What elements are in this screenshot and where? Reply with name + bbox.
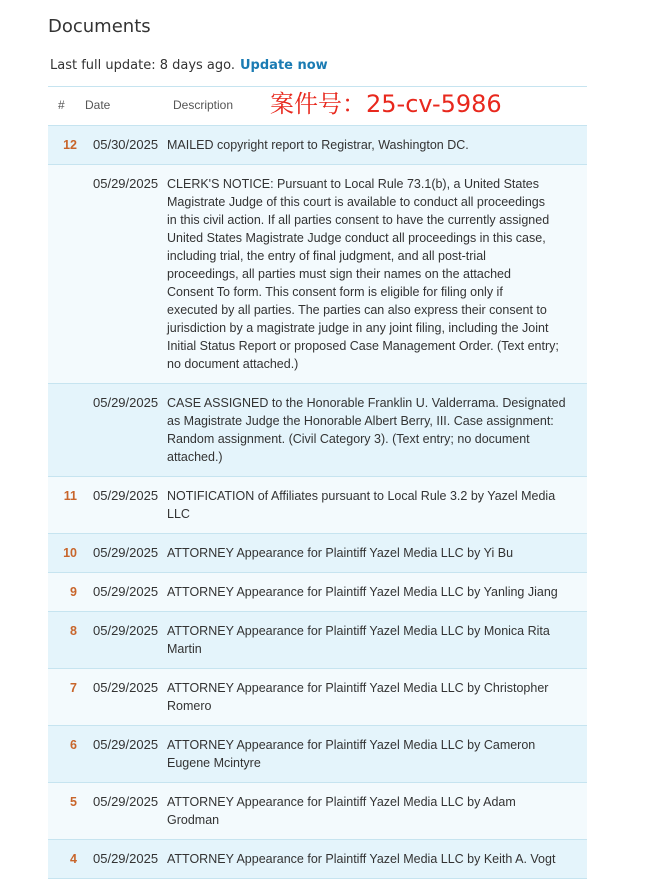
docket-entry-row — [48, 669, 587, 726]
docket-entry-row — [48, 165, 587, 384]
entry-description: MAILED copyright report to Registrar, Washington DC. — [163, 126, 587, 165]
entry-date: 05/29/2025 — [85, 612, 163, 669]
entry-date: 05/30/2025 — [85, 126, 163, 165]
entry-description: ATTORNEY Appearance for Plaintiff Yazel Media LLC by Christopher Romero — [163, 669, 587, 726]
last-update-line — [50, 57, 328, 74]
docket-entry-row — [48, 573, 587, 612]
entry-date: 05/29/2025 — [85, 477, 163, 534]
case-number-annotation: 案件号：25-cv-5986 — [270, 90, 502, 118]
last-update-text: Last full update: 8 days ago. — [50, 58, 235, 73]
docket-table — [48, 86, 587, 879]
entry-number: 6 — [48, 726, 85, 783]
docket-entry-row — [48, 534, 587, 573]
docket-entry-row — [48, 126, 587, 165]
entry-number — [48, 165, 85, 384]
entry-number: 8 — [48, 612, 85, 669]
entry-date: 05/29/2025 — [85, 669, 163, 726]
entry-number: 11 — [48, 477, 85, 534]
entry-number: 12 — [48, 126, 85, 165]
docket-entry-row — [48, 477, 587, 534]
column-header-date: Date — [85, 87, 163, 126]
docket-entry-row — [48, 384, 587, 477]
entry-number: 9 — [48, 573, 85, 612]
entry-number: 5 — [48, 783, 85, 840]
entry-date: 05/29/2025 — [85, 783, 163, 840]
entry-date: 05/29/2025 — [85, 384, 163, 477]
column-header-description: Description — [163, 87, 587, 126]
entry-number: 4 — [48, 840, 85, 879]
entry-number — [48, 384, 85, 477]
column-header-number: # — [48, 87, 85, 126]
page-title: Documents — [48, 16, 151, 37]
docket-entry-row — [48, 612, 587, 669]
entry-description: CLERK'S NOTICE: Pursuant to Local Rule 73.1(b), a United States Magistrate Judge of this court is available to conduct all proceedings in this civil action. If all parties consent to have the currently assigned United States Magistrate Judge conduct all proceedings in this case, including trial, the entry of final judgment, and all post-trial proceedings, all parties must sign their names on the attached Consent To form. This consent form is eligible for filing only if executed by all parties. The parties can also express their consent to jurisdiction by a magistrate judge in any joint filing, including the Joint Initial Status Report or proposed Case Management Order. (Text entry; no document attached.) — [163, 165, 587, 384]
docket-entry-row — [48, 726, 587, 783]
entry-description: ATTORNEY Appearance for Plaintiff Yazel Media LLC by Keith A. Vogt — [163, 840, 587, 879]
docket-entry-row — [48, 840, 587, 879]
entry-number: 7 — [48, 669, 85, 726]
entry-description: NOTIFICATION of Affiliates pursuant to Local Rule 3.2 by Yazel Media LLC — [163, 477, 587, 534]
entry-description: CASE ASSIGNED to the Honorable Franklin U. Valderrama. Designated as Magistrate Judge the Honorable Albert Berry, III. Case assignment: Random assignment. (Civil Category 3). (Text entry; no document attached.) — [163, 384, 587, 477]
entry-description: ATTORNEY Appearance for Plaintiff Yazel Media LLC by Yi Bu — [163, 534, 587, 573]
entry-description: ATTORNEY Appearance for Plaintiff Yazel Media LLC by Adam Grodman — [163, 783, 587, 840]
entry-description: ATTORNEY Appearance for Plaintiff Yazel Media LLC by Cameron Eugene Mcintyre — [163, 726, 587, 783]
entry-number: 10 — [48, 534, 85, 573]
entry-date: 05/29/2025 — [85, 573, 163, 612]
docket-entry-row — [48, 783, 587, 840]
update-now-link[interactable]: Update now — [240, 58, 328, 73]
entry-date: 05/29/2025 — [85, 534, 163, 573]
entry-date: 05/29/2025 — [85, 165, 163, 384]
entry-description: ATTORNEY Appearance for Plaintiff Yazel Media LLC by Yanling Jiang — [163, 573, 587, 612]
entry-date: 05/29/2025 — [85, 726, 163, 783]
entry-description: ATTORNEY Appearance for Plaintiff Yazel Media LLC by Monica Rita Martin — [163, 612, 587, 669]
entry-date: 05/29/2025 — [85, 840, 163, 879]
